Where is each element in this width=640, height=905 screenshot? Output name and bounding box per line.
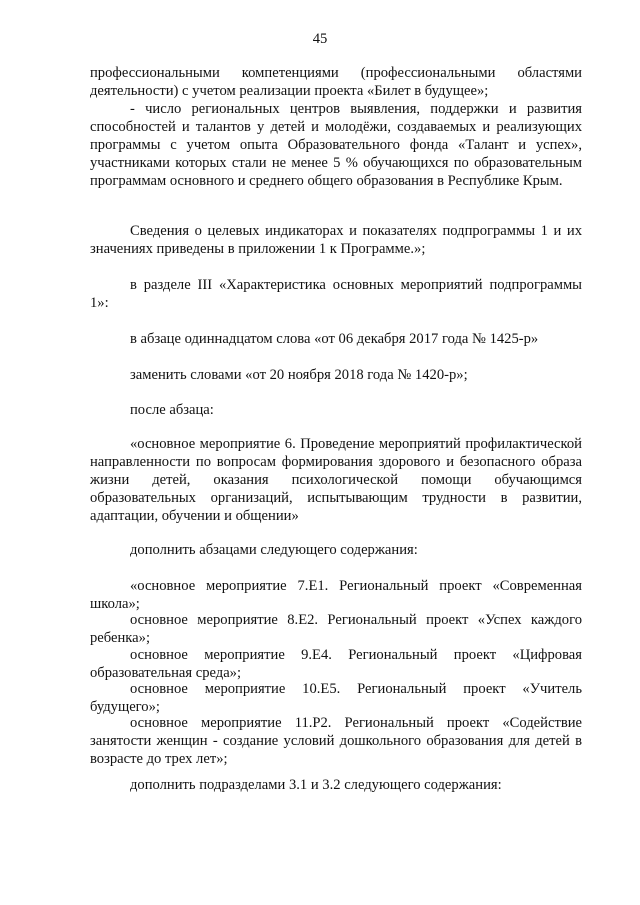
paragraph-activity-11-p2: основное мероприятие 11.Р2. Региональный проект «Содействие занятости женщин - создание условий дошкольного образования для детей в возрасте до трех лет»; xyxy=(90,715,582,767)
page-number: 45 xyxy=(312,31,328,47)
paragraph-add-abzacs: дополнить абзацами следующего содержания: xyxy=(130,542,418,558)
paragraph-regional-centers: - число региональных центров выявления, поддержки и развития способностей и талантов у детей и молодёжи, создаваемых и реализующих программы с учетом опыта Образовательного фонда «Талант и успех», участниками которых стали не менее 5 % обучающихся по образовательным программам основного и среднего общего образования в Республике Крым. xyxy=(90,101,582,189)
paragraph-eleventh-abzac: в абзаце одиннадцатом слова «от 06 декабря 2017 года № 1425-р» xyxy=(130,331,539,347)
paragraph-activity-9-e4: основное мероприятие 9.Е4. Региональный проект «Цифровая образовательная среда»; xyxy=(90,647,582,681)
paragraph-competencies: профессиональными компетенциями (профессиональными областями деятельности) с учетом реализации проекта «Билет в будущее»; xyxy=(90,65,582,99)
paragraph-add-subsections: дополнить подразделами 3.1 и 3.2 следующего содержания: xyxy=(130,777,502,793)
paragraph-activity-7-e1: «основное мероприятие 7.Е1. Региональный проект «Современная школа»; xyxy=(90,578,582,612)
paragraph-section-three: в разделе III «Характеристика основных мероприятий подпрограммы 1»: xyxy=(90,277,582,311)
paragraph-main-activity-6: «основное мероприятие 6. Проведение мероприятий профилактической направленности по вопросам формирования здорового и безопасного образа жизни детей, оказания психологической помощи обучающимся образовательных организаций, испытывающим трудности в развитии, адаптации, обучении и общении» xyxy=(90,436,582,524)
paragraph-indicators-info: Сведения о целевых индикаторах и показателях подпрограммы 1 и их значениях приведены в приложении 1 к Программе.»; xyxy=(90,223,582,257)
paragraph-replace-words: заменить словами «от 20 ноября 2018 года № 1420-р»; xyxy=(130,367,468,383)
paragraph-activity-8-e2: основное мероприятие 8.Е2. Региональный проект «Успех каждого ребенка»; xyxy=(90,612,582,646)
paragraph-activity-10-e5: основное мероприятие 10.Е5. Региональный проект «Учитель будущего»; xyxy=(90,681,582,715)
paragraph-after-abzac: после абзаца: xyxy=(130,402,214,418)
